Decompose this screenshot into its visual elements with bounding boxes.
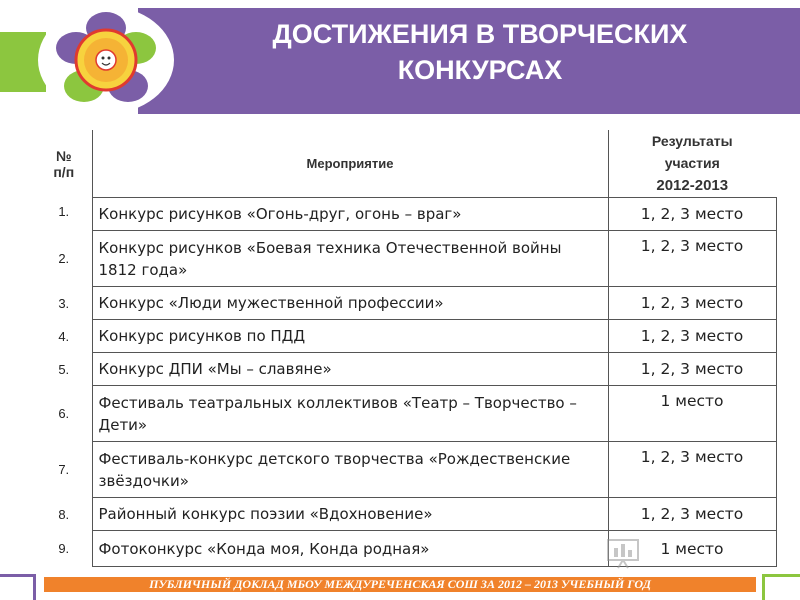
row-event: Районный конкурс поэзии «Вдохновение» [92, 498, 608, 531]
row-number: 6. [36, 386, 92, 442]
row-result: 1, 2, 3 место [608, 320, 776, 353]
row-number: 3. [36, 287, 92, 320]
header-number [36, 130, 92, 198]
header-number-symbol: № [55, 147, 72, 164]
row-event: Конкурс рисунков «Огонь-друг, огонь – враг» [92, 198, 608, 231]
row-number: 5. [36, 353, 92, 386]
row-event: Конкурс ДПИ «Мы – славяне» [92, 353, 608, 386]
row-event: Конкурс рисунков «Боевая техника Отечественной войны 1812 года» [92, 231, 608, 287]
row-result: 1, 2, 3 место [608, 198, 776, 231]
page-title-line-2: КОНКУРСАХ [397, 55, 563, 85]
row-result: 1, 2, 3 место [608, 442, 776, 498]
row-result: 1 место [608, 531, 776, 567]
row-event: Фестиваль театральных коллективов «Театр – Творчество – Дети» [92, 386, 608, 442]
row-result: 1, 2, 3 место [608, 498, 776, 531]
row-number: 1. [36, 198, 92, 231]
row-number: 7. [36, 442, 92, 498]
page-title-line-1: ДОСТИЖЕНИЯ В ТВОРЧЕСКИХ [272, 19, 688, 49]
row-result: 1, 2, 3 место [608, 287, 776, 320]
table-row [36, 498, 776, 531]
table-row [36, 353, 776, 386]
row-result: 1, 2, 3 место [608, 231, 776, 287]
footer-corner-right [762, 574, 800, 600]
header-result-year: 2012-2013 [656, 177, 729, 194]
table-row [36, 287, 776, 320]
row-number: 8. [36, 498, 92, 531]
page-title [180, 16, 780, 88]
row-number: 4. [36, 320, 92, 353]
table-row [36, 386, 776, 442]
header-result-line-2: участия [664, 155, 720, 171]
header-event: Мероприятие [306, 156, 394, 171]
table-row [36, 442, 776, 498]
table-row [36, 198, 776, 231]
row-event: Конкурс «Люди мужественной профессии» [92, 287, 608, 320]
presentation-watermark-icon [606, 536, 642, 570]
row-result: 1 место [608, 386, 776, 442]
table-row [36, 531, 776, 567]
row-event: Фестиваль-конкурс детского творчества «Рождественские звёздочки» [92, 442, 608, 498]
achievements-table [36, 130, 776, 567]
header-number-label: п/п [53, 163, 75, 180]
footer-corner-left [0, 574, 36, 600]
row-number: 2. [36, 231, 92, 287]
row-event: Конкурс рисунков по ПДД [92, 320, 608, 353]
school-logo [36, 4, 176, 116]
header-result [608, 130, 776, 198]
header-result-line-1: Результаты [651, 133, 733, 149]
row-event: Фотоконкурс «Конда моя, Конда родная» [92, 531, 608, 567]
row-result: 1, 2, 3 место [608, 353, 776, 386]
footer-text: ПУБЛИЧНЫЙ ДОКЛАД МБОУ МЕЖДУРЕЧЕНСКАЯ СОШ ЗА 2012 – 2013 УЧЕБНЫЙ ГОД [149, 577, 651, 591]
table-row [36, 231, 776, 287]
table-row [36, 320, 776, 353]
row-number: 9. [36, 531, 92, 567]
